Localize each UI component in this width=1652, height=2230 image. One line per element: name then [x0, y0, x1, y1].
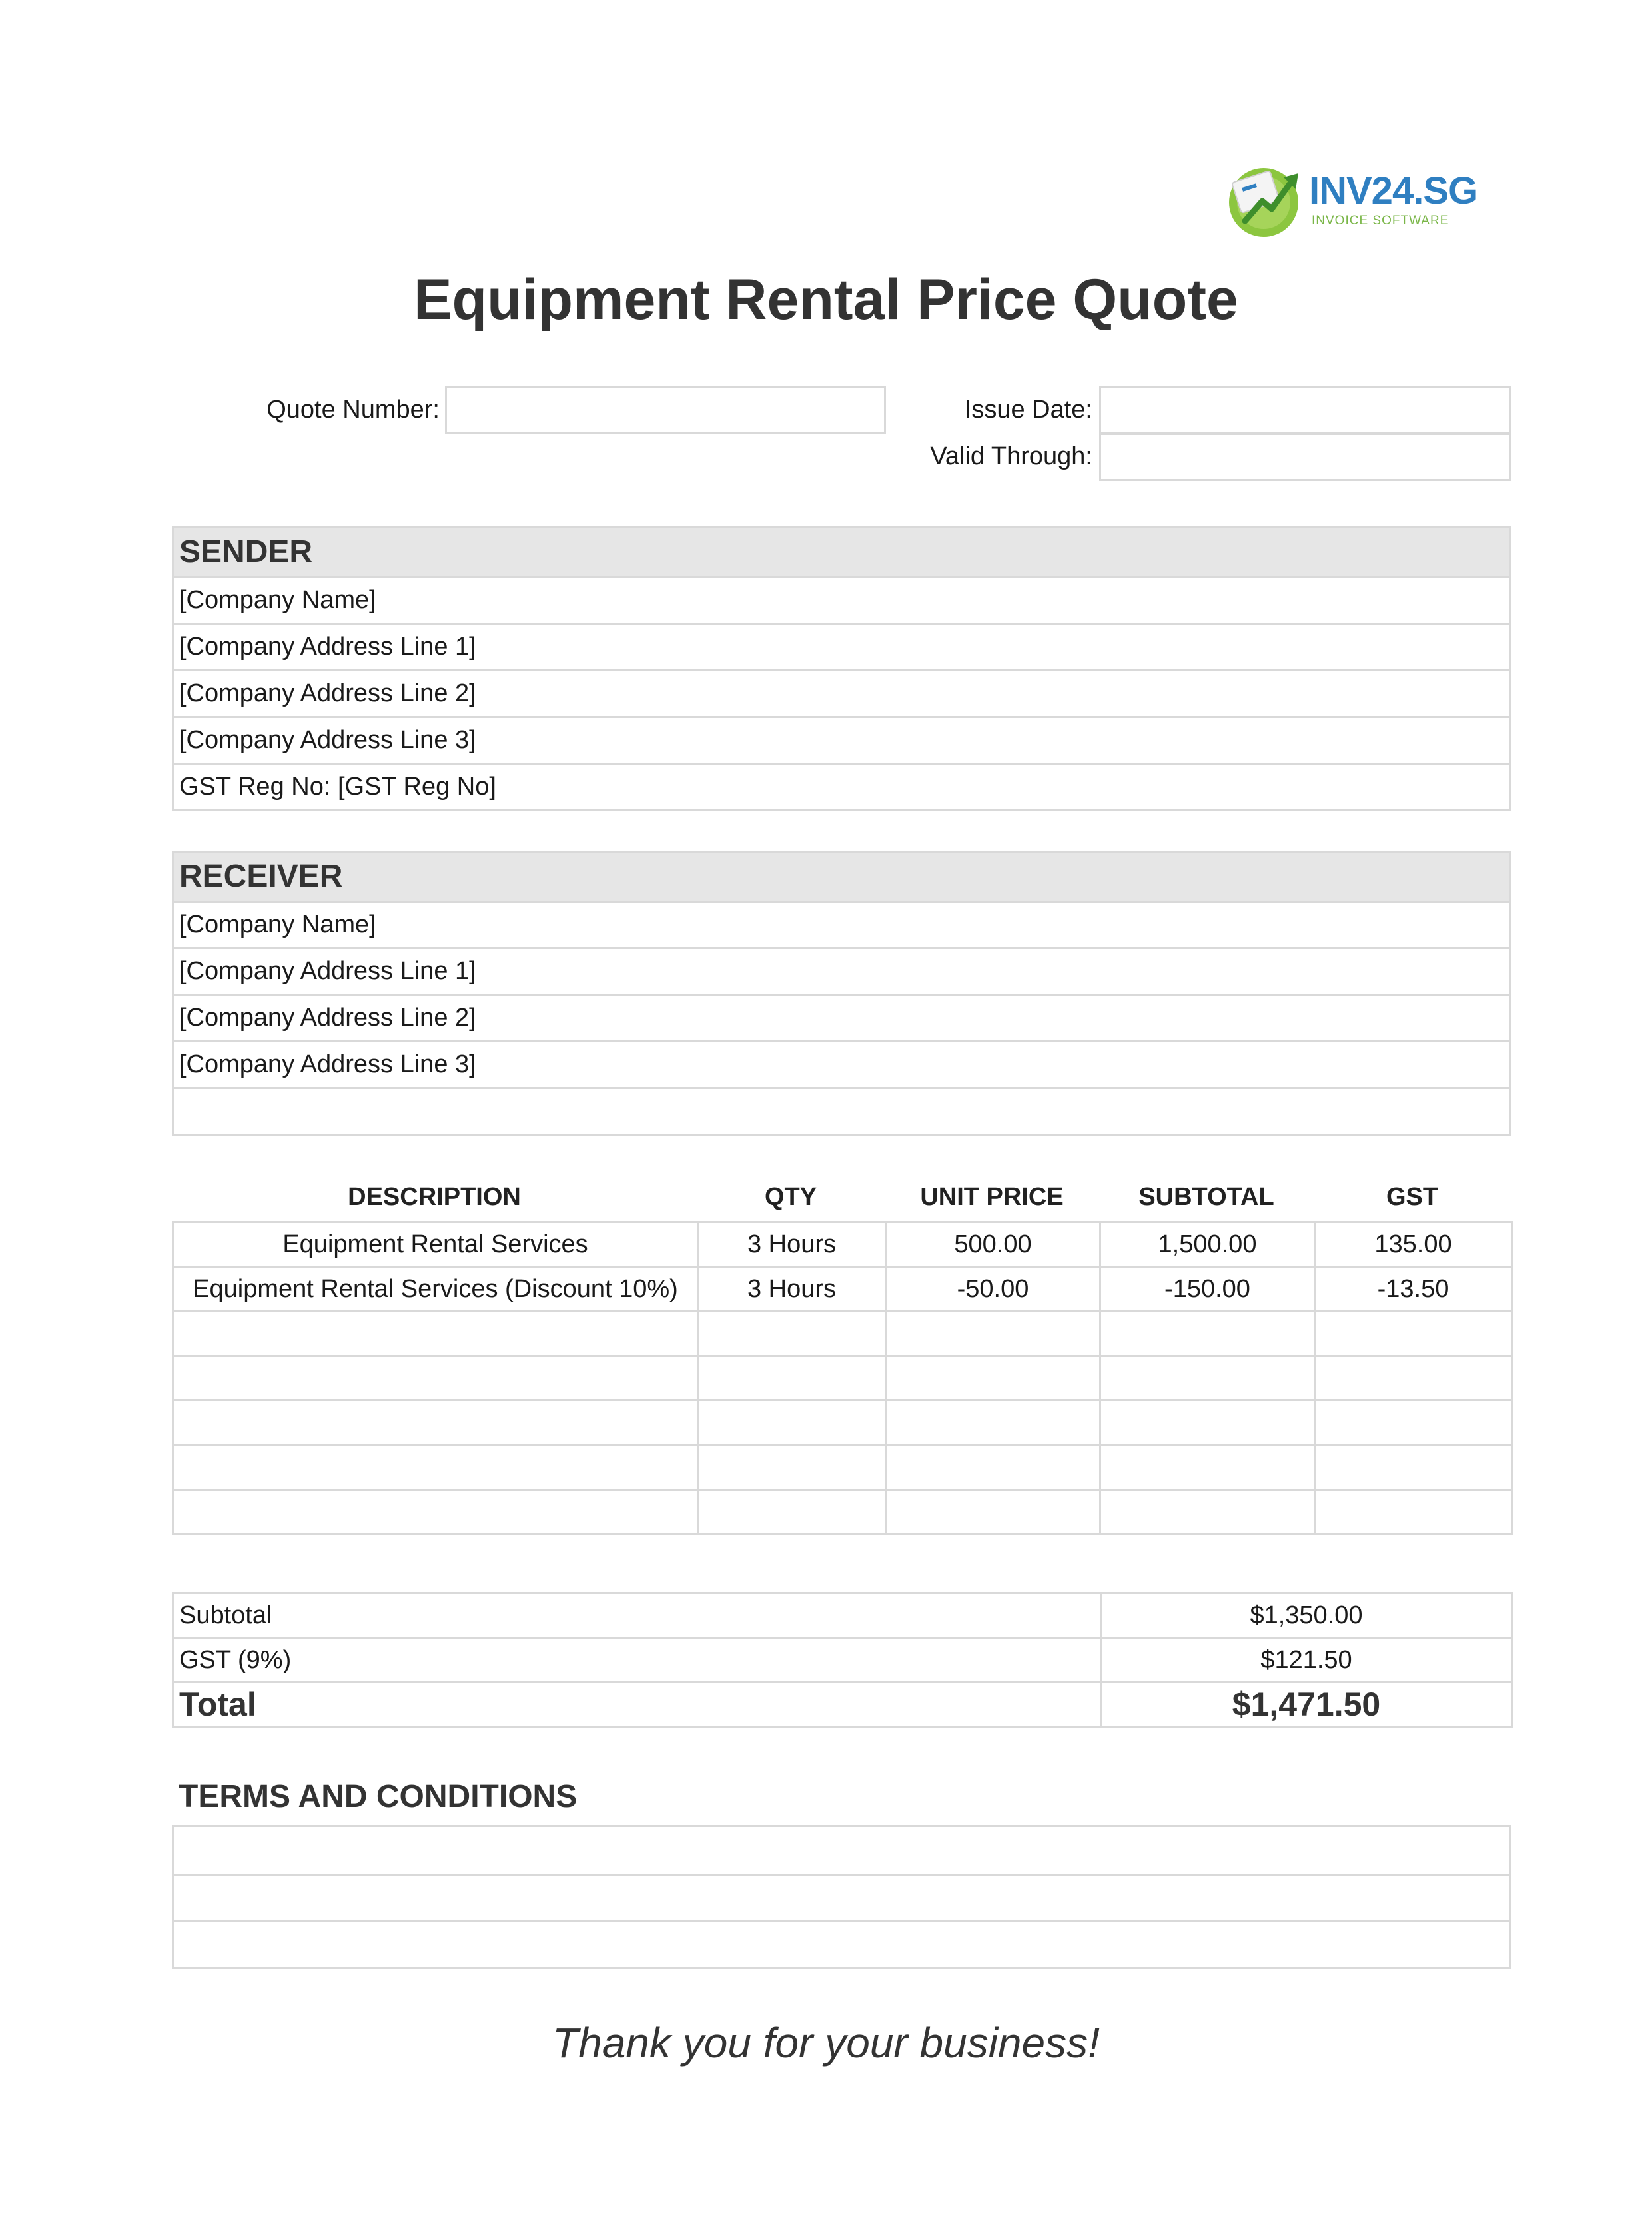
sender-address-line-2[interactable]: [Company Address Line 2] — [174, 669, 1509, 716]
cell-subtotal[interactable] — [1100, 1356, 1315, 1401]
col-unit-price-header: UNIT PRICE — [920, 1183, 1064, 1211]
gst-label: GST (9%) — [173, 1638, 1101, 1682]
cell-description[interactable] — [173, 1311, 698, 1356]
subtotal-label: Subtotal — [173, 1593, 1101, 1638]
cell-subtotal[interactable] — [1100, 1490, 1315, 1535]
sender-address-line-3[interactable]: [Company Address Line 3] — [174, 716, 1509, 763]
cell-qty[interactable] — [698, 1401, 886, 1445]
total-label: Total — [173, 1682, 1101, 1727]
logo-tagline: INVOICE SOFTWARE — [1312, 214, 1449, 228]
cell-description[interactable] — [173, 1356, 698, 1401]
cell-gst[interactable] — [1315, 1311, 1512, 1356]
cell-qty[interactable] — [698, 1445, 886, 1490]
terms-heading: TERMS AND CONDITIONS — [179, 1779, 578, 1814]
receiver-address-line-1[interactable]: [Company Address Line 1] — [174, 947, 1509, 994]
subtotal-value: $1,350.00 — [1101, 1593, 1512, 1638]
cell-qty[interactable] — [698, 1490, 886, 1535]
table-row — [173, 1490, 1512, 1535]
table-row — [173, 1267, 1512, 1311]
cell-qty[interactable]: 3 Hours — [698, 1222, 886, 1267]
cell-description[interactable] — [173, 1490, 698, 1535]
col-description-header: DESCRIPTION — [348, 1183, 521, 1211]
cell-unit-price[interactable] — [886, 1356, 1100, 1401]
logo-wordmark: INV24.SG — [1309, 169, 1478, 212]
total-value: $1,471.50 — [1101, 1682, 1512, 1727]
cell-subtotal[interactable]: -150.00 — [1100, 1267, 1315, 1311]
table-row — [173, 1445, 1512, 1490]
table-row — [173, 1356, 1512, 1401]
cell-subtotal[interactable] — [1100, 1401, 1315, 1445]
company-logo — [1222, 160, 1478, 246]
subtotal-row — [173, 1593, 1512, 1638]
sender-heading: SENDER — [174, 528, 1509, 576]
cell-description[interactable] — [173, 1445, 698, 1490]
cell-description[interactable]: Equipment Rental Services — [173, 1222, 698, 1267]
cell-unit-price[interactable] — [886, 1401, 1100, 1445]
terms-line-3[interactable] — [174, 1920, 1509, 1967]
issue-date-label: Issue Date: — [964, 396, 1092, 424]
cell-subtotal[interactable] — [1100, 1311, 1315, 1356]
terms-line-2[interactable] — [174, 1874, 1509, 1920]
table-row — [173, 1311, 1512, 1356]
cell-qty[interactable] — [698, 1356, 886, 1401]
sender-gst-reg-no[interactable]: GST Reg No: [GST Reg No] — [174, 763, 1509, 809]
cell-gst[interactable] — [1315, 1490, 1512, 1535]
cell-unit-price[interactable]: -50.00 — [886, 1267, 1100, 1311]
totals-table — [172, 1592, 1513, 1728]
receiver-extra-line[interactable] — [174, 1087, 1509, 1134]
gst-value: $121.50 — [1101, 1638, 1512, 1682]
cell-subtotal[interactable]: 1,500.00 — [1100, 1222, 1315, 1267]
quote-number-label: Quote Number: — [266, 396, 440, 424]
cell-description[interactable] — [173, 1401, 698, 1445]
col-subtotal-header: SUBTOTAL — [1138, 1183, 1274, 1211]
cell-gst[interactable] — [1315, 1356, 1512, 1401]
cell-unit-price[interactable] — [886, 1311, 1100, 1356]
receiver-company-name[interactable]: [Company Name] — [174, 901, 1509, 947]
cell-unit-price[interactable] — [886, 1445, 1100, 1490]
col-qty-header: QTY — [764, 1183, 817, 1211]
page-title: Equipment Rental Price Quote — [414, 268, 1238, 332]
receiver-address-line-3[interactable]: [Company Address Line 3] — [174, 1040, 1509, 1087]
table-row — [173, 1222, 1512, 1267]
terms-box — [172, 1825, 1511, 1969]
cell-gst[interactable]: -13.50 — [1315, 1267, 1512, 1311]
cell-qty[interactable]: 3 Hours — [698, 1267, 886, 1311]
cell-unit-price[interactable] — [886, 1490, 1100, 1535]
cell-subtotal[interactable] — [1100, 1445, 1315, 1490]
total-row — [173, 1682, 1512, 1727]
thank-you-note: Thank you for your business! — [552, 2019, 1100, 2067]
document-arrow-icon — [1222, 160, 1306, 243]
issue-date-field[interactable] — [1099, 386, 1511, 434]
cell-unit-price[interactable]: 500.00 — [886, 1222, 1100, 1267]
cell-gst[interactable] — [1315, 1401, 1512, 1445]
receiver-section — [172, 851, 1511, 1136]
receiver-heading: RECEIVER — [174, 853, 1509, 901]
cell-description[interactable]: Equipment Rental Services (Discount 10%) — [173, 1267, 698, 1311]
quote-number-field[interactable] — [445, 386, 886, 434]
receiver-address-line-2[interactable]: [Company Address Line 2] — [174, 994, 1509, 1040]
cell-gst[interactable]: 135.00 — [1315, 1222, 1512, 1267]
terms-line-1[interactable] — [174, 1827, 1509, 1874]
items-header — [172, 1172, 1511, 1222]
valid-through-field[interactable] — [1099, 433, 1511, 481]
items-table — [172, 1221, 1513, 1535]
table-row — [173, 1401, 1512, 1445]
cell-qty[interactable] — [698, 1311, 886, 1356]
sender-company-name[interactable]: [Company Name] — [174, 576, 1509, 623]
valid-through-label: Valid Through: — [930, 442, 1092, 470]
sender-address-line-1[interactable]: [Company Address Line 1] — [174, 623, 1509, 669]
gst-row — [173, 1638, 1512, 1682]
col-gst-header: GST — [1386, 1183, 1439, 1211]
cell-gst[interactable] — [1315, 1445, 1512, 1490]
sender-section — [172, 526, 1511, 811]
